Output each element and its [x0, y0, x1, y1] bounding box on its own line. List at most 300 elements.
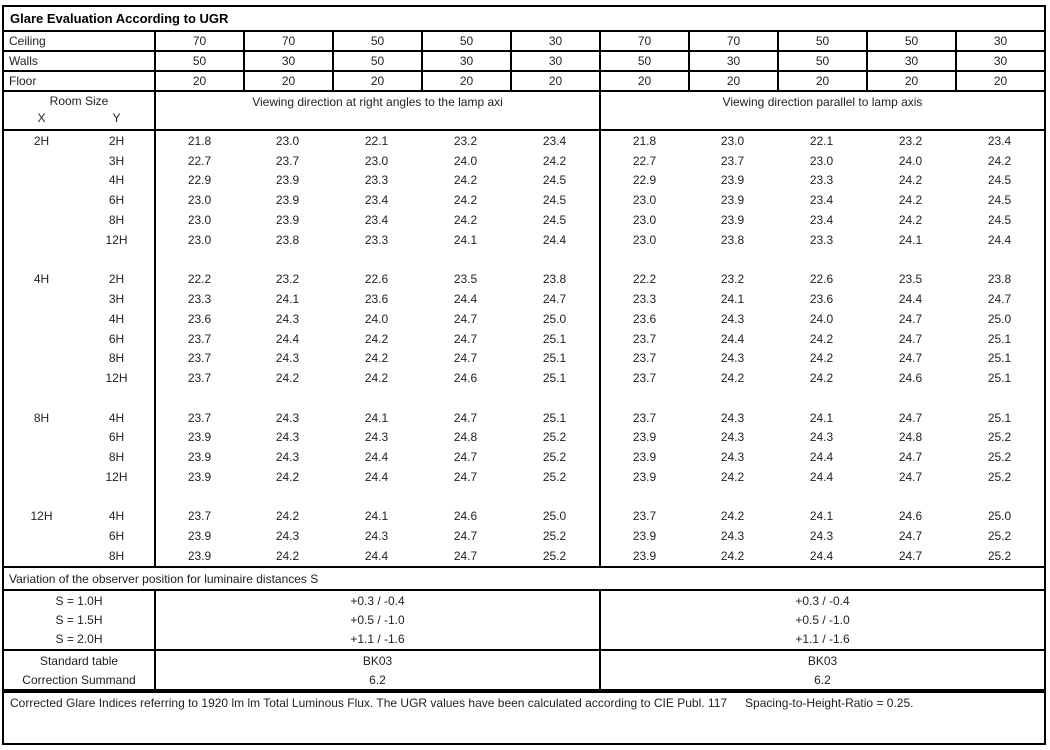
reflectance-value-cell: 50 [332, 52, 421, 70]
ugr-value-cell: 24.5 [987, 193, 1012, 208]
reflectance-value-cell: 20 [243, 72, 332, 90]
ugr-value-cell: 23.2 [720, 272, 745, 287]
ugr-data-section [4, 131, 1044, 568]
ugr-value-cell: 23.0 [720, 133, 745, 148]
reflectance-value-cell: 20 [510, 72, 599, 90]
ugr-value-cell: 23.0 [809, 153, 834, 168]
ugr-data-row [4, 487, 1044, 507]
room-x-cell: 12H [30, 509, 53, 524]
ugr-value-cell: 24.2 [809, 331, 834, 346]
ugr-value-cell: 24.3 [364, 529, 389, 544]
ugr-value-cell: 25.2 [542, 450, 567, 465]
reflectance-value-cell: 50 [866, 32, 955, 50]
ugr-value-cell: 24.3 [275, 410, 300, 425]
ugr-value-cell [421, 487, 510, 507]
ugr-value-cell: 23.7 [599, 507, 688, 527]
ugr-value-cell [154, 487, 243, 507]
room-y-cell: 8H [108, 548, 125, 563]
ugr-value-cell: 23.2 [453, 133, 478, 148]
ugr-value-cell [866, 487, 955, 507]
ugr-value-cell [243, 487, 332, 507]
variation-right-value: +1.1 / -1.6 [599, 630, 1044, 649]
ugr-value-cell: 24.2 [275, 469, 300, 484]
ugr-value-cell: 24.4 [275, 331, 300, 346]
ugr-value-cell: 24.3 [275, 529, 300, 544]
ugr-value-cell [688, 388, 777, 408]
ugr-value-cell: 25.0 [987, 311, 1012, 326]
ugr-value-cell: 24.6 [898, 371, 923, 386]
ugr-value-cell: 24.5 [542, 173, 567, 188]
variation-right-value: +0.5 / -1.0 [599, 610, 1044, 629]
luminaire-distance-label: S = 1.5H [55, 612, 103, 627]
ugr-value-cell: 23.0 [599, 190, 688, 210]
reflectance-value-cell: 20 [154, 72, 243, 90]
reflectance-value-cell: 70 [154, 32, 243, 50]
room-size-header [4, 92, 154, 129]
ugr-value-cell [332, 250, 421, 270]
reflectance-value-cell: 70 [599, 32, 688, 50]
ugr-value-cell [243, 388, 332, 408]
ugr-value-cell: 24.6 [453, 509, 478, 524]
ugr-value-cell: 24.2 [364, 351, 389, 366]
ugr-value-cell: 22.7 [154, 151, 243, 171]
ugr-value-cell: 24.3 [275, 450, 300, 465]
ugr-value-cell: 24.2 [453, 193, 478, 208]
surface-row [4, 32, 1044, 52]
ugr-value-cell: 23.4 [809, 212, 834, 227]
ugr-value-cell [510, 388, 599, 408]
room-y-cell: 12H [105, 232, 128, 247]
ugr-value-cell: 22.2 [154, 269, 243, 289]
ugr-value-cell [154, 250, 243, 270]
ugr-value-cell: 24.4 [364, 548, 389, 563]
ugr-value-cell: 24.7 [898, 548, 923, 563]
ugr-value-cell: 23.6 [599, 309, 688, 329]
ugr-value-cell: 23.9 [154, 526, 243, 546]
ugr-value-cell: 24.2 [453, 212, 478, 227]
ugr-value-cell: 24.3 [364, 430, 389, 445]
room-y-cell: 4H [108, 311, 125, 326]
ugr-value-cell: 25.1 [542, 371, 567, 386]
ugr-value-cell: 24.3 [275, 351, 300, 366]
ugr-data-row [4, 467, 1044, 487]
table-title: Glare Evaluation According to UGR [4, 7, 1044, 32]
ugr-value-cell: 24.7 [453, 529, 478, 544]
reflectance-value-cell: 70 [243, 32, 332, 50]
ugr-value-cell: 24.2 [275, 509, 300, 524]
ugr-value-cell: 24.0 [809, 311, 834, 326]
ugr-value-cell: 24.3 [720, 450, 745, 465]
ugr-value-cell: 23.9 [154, 427, 243, 447]
ugr-value-cell: 24.5 [987, 173, 1012, 188]
ugr-value-cell: 24.4 [809, 469, 834, 484]
surface-row-label: Floor [9, 74, 37, 88]
ugr-value-cell: 23.2 [275, 272, 300, 287]
ugr-value-cell: 23.8 [720, 232, 745, 247]
room-y-cell: 6H [108, 193, 125, 208]
ugr-value-cell: 23.6 [809, 292, 834, 306]
reflectance-value-cell: 30 [510, 32, 599, 50]
ugr-value-cell: 23.7 [599, 368, 688, 388]
ugr-value-cell: 24.2 [898, 212, 923, 227]
ugr-value-cell: 24.7 [453, 410, 478, 425]
room-x-cell: 8H [33, 410, 50, 425]
ugr-value-cell [688, 487, 777, 507]
ugr-value-cell: 23.3 [809, 232, 834, 247]
reflectance-value-cell: 30 [866, 52, 955, 70]
ugr-value-cell: 24.5 [542, 212, 567, 227]
ugr-value-cell: 24.2 [720, 371, 745, 386]
ugr-value-cell: 25.1 [987, 371, 1012, 386]
reflectance-value-cell: 20 [599, 72, 688, 90]
variation-left-value: +0.3 / -0.4 [154, 591, 599, 610]
ugr-data-row [4, 171, 1044, 191]
ugr-value-cell: 23.7 [154, 507, 243, 527]
ugr-value-cell: 24.1 [364, 509, 389, 524]
ugr-value-cell: 22.1 [809, 133, 834, 148]
room-y-cell: 12H [105, 371, 128, 386]
ugr-value-cell: 24.2 [987, 153, 1012, 168]
ugr-data-row [4, 427, 1044, 447]
ugr-value-cell: 24.3 [720, 529, 745, 544]
x-column-label: X [37, 111, 46, 125]
ugr-value-cell: 24.4 [898, 292, 923, 306]
ugr-value-cell: 23.4 [987, 133, 1012, 148]
reflectance-value-cell: 70 [688, 32, 777, 50]
reflectance-value-cell: 20 [421, 72, 510, 90]
ugr-value-cell: 24.8 [453, 430, 478, 445]
ugr-value-cell: 23.7 [154, 408, 243, 428]
ugr-data-row [4, 230, 1044, 250]
ugr-value-cell: 24.2 [720, 469, 745, 484]
ugr-value-cell: 24.7 [898, 410, 923, 425]
room-y-cell: 6H [108, 331, 125, 346]
reflectance-value-cell: 30 [243, 52, 332, 70]
ugr-value-cell: 23.3 [809, 173, 834, 188]
standard-table-row [4, 651, 1044, 670]
ugr-data-row [4, 131, 1044, 151]
viewing-direction-right-angles-heading: Viewing direction at right angles to the lamp axi [154, 92, 599, 129]
ugr-value-cell [154, 388, 243, 408]
reflectance-value-cell: 20 [866, 72, 955, 90]
ugr-value-cell: 24.0 [453, 153, 478, 168]
room-y-cell: 4H [108, 173, 125, 188]
ugr-value-cell: 25.0 [987, 509, 1012, 524]
standard-table-left-value: BK03 [154, 651, 599, 670]
ugr-value-cell [777, 388, 866, 408]
ugr-value-cell: 24.6 [898, 509, 923, 524]
room-y-cell: 8H [108, 212, 125, 227]
ugr-value-cell [777, 487, 866, 507]
ugr-value-cell: 24.7 [453, 548, 478, 563]
ugr-value-cell: 24.4 [987, 232, 1012, 247]
ugr-value-cell: 25.2 [542, 430, 567, 445]
ugr-value-cell: 23.9 [275, 193, 300, 208]
ugr-value-cell: 23.6 [154, 309, 243, 329]
ugr-value-cell [421, 388, 510, 408]
ugr-value-cell [332, 487, 421, 507]
ugr-value-cell: 24.1 [275, 292, 300, 306]
observer-variation-rows [4, 591, 1044, 651]
ugr-value-cell: 23.0 [599, 210, 688, 230]
ugr-value-cell: 23.4 [364, 212, 389, 227]
room-y-cell: 2H [108, 272, 125, 287]
room-y-cell: 8H [108, 351, 125, 366]
ugr-data-row [4, 447, 1044, 467]
ugr-value-cell: 24.7 [453, 331, 478, 346]
ugr-data-row [4, 348, 1044, 368]
ugr-value-cell: 23.4 [542, 133, 567, 148]
ugr-value-cell: 24.7 [453, 351, 478, 366]
ugr-value-cell: 24.3 [809, 529, 834, 544]
ugr-value-cell [421, 250, 510, 270]
room-y-cell: 2H [108, 133, 125, 148]
ugr-value-cell [866, 388, 955, 408]
ugr-value-cell: 23.0 [154, 190, 243, 210]
ugr-value-cell: 23.9 [720, 193, 745, 208]
ugr-value-cell: 22.9 [599, 171, 688, 191]
ugr-value-cell [866, 250, 955, 270]
ugr-value-cell: 24.7 [987, 292, 1012, 306]
ugr-value-cell: 24.0 [898, 153, 923, 168]
surface-row [4, 52, 1044, 72]
ugr-data-row [4, 309, 1044, 329]
ugr-value-cell: 24.7 [898, 450, 923, 465]
ugr-value-cell: 23.0 [364, 153, 389, 168]
ugr-value-cell: 23.5 [453, 272, 478, 287]
ugr-value-cell: 24.4 [364, 469, 389, 484]
ugr-value-cell: 23.9 [275, 173, 300, 188]
ugr-value-cell: 23.9 [154, 447, 243, 467]
ugr-value-cell: 23.9 [599, 427, 688, 447]
ugr-data-row [4, 289, 1044, 309]
ugr-value-cell [510, 487, 599, 507]
ugr-value-cell: 22.7 [599, 151, 688, 171]
surface-reflectance-rows [4, 32, 1044, 92]
ugr-value-cell: 24.7 [453, 469, 478, 484]
standard-table-right-value: BK03 [599, 651, 1044, 670]
ugr-value-cell: 24.1 [364, 410, 389, 425]
ugr-value-cell [510, 250, 599, 270]
ugr-value-cell: 24.4 [809, 548, 834, 563]
room-x-cell: 4H [33, 272, 50, 287]
ugr-data-row [4, 151, 1044, 171]
room-size-label: Room Size [49, 94, 109, 108]
reflectance-value-cell: 20 [332, 72, 421, 90]
ugr-value-cell: 24.2 [364, 371, 389, 386]
ugr-value-cell: 22.6 [809, 272, 834, 287]
ugr-value-cell: 24.3 [720, 430, 745, 445]
ugr-value-cell: 24.3 [720, 410, 745, 425]
ugr-value-cell [777, 250, 866, 270]
ugr-value-cell: 24.1 [720, 292, 745, 306]
footer-note [2, 691, 1046, 745]
room-y-cell: 4H [108, 410, 125, 425]
reflectance-value-cell: 20 [688, 72, 777, 90]
reflectance-value-cell: 30 [955, 32, 1044, 50]
ugr-value-cell: 23.7 [599, 329, 688, 349]
ugr-value-cell: 24.4 [809, 450, 834, 465]
ugr-value-cell: 23.3 [154, 289, 243, 309]
ugr-value-cell: 25.1 [542, 410, 567, 425]
ugr-value-cell: 24.3 [720, 311, 745, 326]
correction-summand-row [4, 670, 1044, 689]
ugr-data-row [4, 526, 1044, 546]
luminaire-distance-label: S = 1.0H [55, 593, 103, 608]
ugr-value-cell: 23.6 [364, 292, 389, 306]
ugr-value-cell [332, 388, 421, 408]
variation-left-value: +1.1 / -1.6 [154, 630, 599, 649]
ugr-value-cell: 25.2 [542, 548, 567, 563]
reflectance-value-cell: 50 [599, 52, 688, 70]
ugr-value-cell: 23.5 [898, 272, 923, 287]
ugr-value-cell: 23.3 [364, 232, 389, 247]
ugr-value-cell: 24.7 [453, 450, 478, 465]
footer-note-ratio: Spacing-to-Height-Ratio = 0.25. [745, 696, 914, 710]
ugr-value-cell: 24.5 [987, 212, 1012, 227]
y-column-label: Y [112, 111, 121, 125]
ugr-value-cell: 25.1 [542, 351, 567, 366]
ugr-value-cell: 25.2 [987, 450, 1012, 465]
ugr-value-cell: 23.7 [275, 153, 300, 168]
ugr-value-cell: 25.2 [987, 430, 1012, 445]
ugr-value-cell: 24.2 [542, 153, 567, 168]
ugr-value-cell: 23.9 [154, 546, 243, 566]
ugr-value-cell: 24.1 [809, 410, 834, 425]
correction-summand-right-value: 6.2 [599, 670, 1044, 689]
ugr-value-cell: 25.2 [987, 469, 1012, 484]
ugr-data-row [4, 329, 1044, 349]
ugr-value-cell: 22.9 [154, 171, 243, 191]
ugr-value-cell: 23.9 [599, 546, 688, 566]
ugr-value-cell: 23.4 [364, 193, 389, 208]
ugr-value-cell: 23.9 [599, 447, 688, 467]
room-y-cell: 12H [105, 469, 128, 484]
variation-left-value: +0.5 / -1.0 [154, 610, 599, 629]
ugr-value-cell: 23.9 [154, 467, 243, 487]
ugr-value-cell: 24.2 [275, 548, 300, 563]
ugr-value-cell: 25.0 [542, 509, 567, 524]
observer-variation-row [4, 630, 1044, 649]
ugr-value-cell: 24.1 [453, 232, 478, 247]
reflectance-value-cell: 20 [955, 72, 1044, 90]
ugr-value-cell: 23.4 [809, 193, 834, 208]
ugr-value-cell: 23.0 [154, 230, 243, 250]
room-y-cell: 6H [108, 430, 125, 445]
reflectance-value-cell: 30 [510, 52, 599, 70]
ugr-value-cell: 24.0 [364, 311, 389, 326]
ugr-value-cell: 24.7 [898, 331, 923, 346]
room-y-cell: 4H [108, 509, 125, 524]
ugr-value-cell: 24.3 [720, 351, 745, 366]
ugr-value-cell: 24.8 [898, 430, 923, 445]
ugr-value-cell: 24.2 [809, 371, 834, 386]
ugr-data-row [4, 210, 1044, 230]
correction-summand-left-value: 6.2 [154, 670, 599, 689]
ugr-value-cell: 24.5 [542, 193, 567, 208]
ugr-value-cell: 24.2 [898, 193, 923, 208]
ugr-data-row [4, 269, 1044, 289]
correction-summand-label: Correction Summand [22, 672, 136, 687]
reflectance-value-cell: 50 [332, 32, 421, 50]
ugr-value-cell: 24.4 [542, 232, 567, 247]
reflectance-value-cell: 30 [688, 52, 777, 70]
observer-variation-row [4, 610, 1044, 629]
ugr-value-cell: 25.2 [987, 548, 1012, 563]
variation-right-value: +0.3 / -0.4 [599, 591, 1044, 610]
ugr-value-cell: 25.0 [542, 311, 567, 326]
ugr-value-cell: 23.0 [154, 210, 243, 230]
ugr-value-cell: 21.8 [154, 131, 243, 151]
reflectance-value-cell: 20 [777, 72, 866, 90]
ugr-value-cell: 23.9 [720, 173, 745, 188]
room-y-cell: 3H [108, 153, 125, 168]
ugr-value-cell: 24.6 [453, 371, 478, 386]
standard-table-label: Standard table [39, 653, 119, 668]
ugr-value-cell: 25.1 [542, 331, 567, 346]
table-header-row [4, 92, 1044, 131]
ugr-value-cell: 23.9 [275, 212, 300, 227]
ugr-data-row [4, 250, 1044, 270]
surface-row [4, 72, 1044, 92]
ugr-value-cell: 22.6 [364, 272, 389, 287]
ugr-value-cell [955, 388, 1044, 408]
ugr-value-cell: 24.2 [364, 331, 389, 346]
ugr-value-cell: 23.7 [154, 329, 243, 349]
ugr-value-cell: 24.3 [275, 311, 300, 326]
ugr-value-cell: 22.1 [364, 133, 389, 148]
ugr-value-cell: 24.7 [542, 292, 567, 306]
ugr-value-cell: 24.4 [453, 292, 478, 306]
ugr-value-cell: 22.2 [599, 269, 688, 289]
ugr-value-cell: 25.1 [987, 410, 1012, 425]
ugr-value-cell: 21.8 [599, 131, 688, 151]
surface-row-label: Walls [9, 54, 38, 68]
ugr-value-cell: 24.7 [898, 469, 923, 484]
ugr-value-cell: 24.3 [809, 430, 834, 445]
ugr-value-cell: 24.2 [720, 548, 745, 563]
room-x-cell: 2H [33, 133, 50, 148]
ugr-value-cell: 24.2 [720, 509, 745, 524]
ugr-value-cell [599, 487, 688, 507]
luminaire-distance-label: S = 2.0H [55, 632, 103, 647]
ugr-table [2, 5, 1046, 691]
ugr-data-row [4, 546, 1044, 566]
ugr-value-cell: 23.3 [599, 289, 688, 309]
ugr-value-cell: 23.0 [599, 230, 688, 250]
ugr-value-cell: 23.7 [154, 348, 243, 368]
ugr-value-cell: 24.2 [809, 351, 834, 366]
ugr-value-cell: 24.7 [898, 311, 923, 326]
ugr-value-cell: 25.1 [987, 331, 1012, 346]
ugr-value-cell: 23.2 [898, 133, 923, 148]
ugr-value-cell: 24.2 [898, 173, 923, 188]
ugr-value-cell: 25.2 [542, 529, 567, 544]
reflectance-value-cell: 50 [777, 52, 866, 70]
ugr-value-cell [688, 250, 777, 270]
ugr-value-cell: 23.9 [599, 526, 688, 546]
ugr-value-cell: 23.3 [364, 173, 389, 188]
ugr-value-cell: 24.4 [364, 450, 389, 465]
reflectance-value-cell: 50 [154, 52, 243, 70]
room-y-cell: 6H [108, 529, 125, 544]
ugr-value-cell: 24.4 [720, 331, 745, 346]
ugr-value-cell [599, 388, 688, 408]
reflectance-value-cell: 50 [777, 32, 866, 50]
ugr-data-row [4, 507, 1044, 527]
ugr-value-cell: 23.8 [987, 272, 1012, 287]
ugr-value-cell: 23.0 [275, 133, 300, 148]
